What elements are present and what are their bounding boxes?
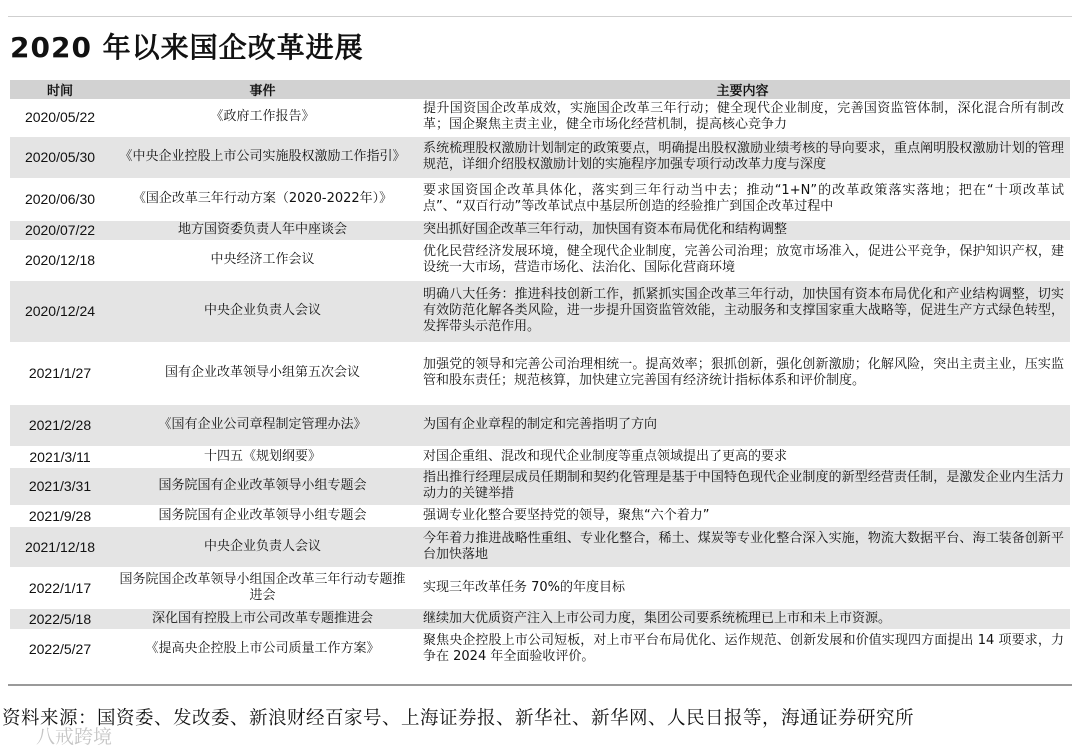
row-date: 2020/12/18 bbox=[10, 240, 110, 280]
row-content: 实现三年改革任务 70%的年度目标 bbox=[415, 567, 1070, 608]
table-row bbox=[10, 608, 1070, 629]
row-event: 国务院国有企业改革领导小组专题会 bbox=[110, 467, 415, 505]
row-event: 《国有企业公司章程制定管理办法》 bbox=[110, 404, 415, 446]
row-event: 《提高央企控股上市公司质量工作方案》 bbox=[110, 629, 415, 668]
row-content: 强调专业化整合要坚持党的领导，聚焦“六个着力” bbox=[415, 505, 1070, 526]
table-row bbox=[10, 280, 1070, 342]
row-event: 《中央企业控股上市公司实施股权激励工作指引》 bbox=[110, 136, 415, 178]
row-date: 2020/05/30 bbox=[10, 136, 110, 178]
table-row bbox=[10, 404, 1070, 446]
row-content: 为国有企业章程的制定和完善指明了方向 bbox=[415, 404, 1070, 446]
row-date: 2021/12/18 bbox=[10, 526, 110, 567]
row-event: 地方国资委负责人年中座谈会 bbox=[110, 220, 415, 240]
row-date: 2021/1/27 bbox=[10, 342, 110, 404]
row-event: 中央企业负责人会议 bbox=[110, 526, 415, 567]
row-content: 继续加大优质资产注入上市公司力度，集团公司要系统梳理已上市和未上市资源。 bbox=[415, 608, 1070, 629]
row-content: 要求国资国企改革具体化，落实到三年行动当中去；推动“1+N”的改革政策落实落地；把在“十项改革试点”、“双百行动”等改革试点中基层所创造的经验推广到国企改革过程中 bbox=[415, 178, 1070, 220]
row-content: 今年着力推进战略性重组、专业化整合，稀土、煤炭等专业化整合深入实施，物流大数据平台、海工装备创新平台加快落地 bbox=[415, 526, 1070, 567]
table-header-row bbox=[10, 80, 1070, 99]
row-content: 突出抓好国企改革三年行动，加快国有资本布局优化和结构调整 bbox=[415, 220, 1070, 240]
table-row bbox=[10, 505, 1070, 526]
table-row bbox=[10, 629, 1070, 668]
bottom-divider bbox=[8, 684, 1072, 686]
row-date: 2020/05/22 bbox=[10, 99, 110, 136]
table-row bbox=[10, 446, 1070, 467]
row-date: 2020/12/24 bbox=[10, 280, 110, 342]
row-date: 2021/3/11 bbox=[10, 446, 110, 467]
row-date: 2020/06/30 bbox=[10, 178, 110, 220]
row-content: 对国企重组、混改和现代企业制度等重点领域提出了更高的要求 bbox=[415, 446, 1070, 467]
watermark: 八戒跨境 bbox=[36, 726, 113, 748]
table-row bbox=[10, 342, 1070, 404]
row-date: 2022/5/18 bbox=[10, 608, 110, 629]
row-event: 中央企业负责人会议 bbox=[110, 280, 415, 342]
row-event: 国务院国有企业改革领导小组专题会 bbox=[110, 505, 415, 526]
row-content: 系统梳理股权激励计划制定的政策要点，明确提出股权激励业绩考核的导向要求，重点阐明股权激励计划的管理规范，详细介绍股权激励计划的实施程序加强专项行动改革力度与深度 bbox=[415, 136, 1070, 178]
row-content: 聚焦央企控股上市公司短板，对上市平台布局优化、运作规范、创新发展和价值实现四方面提出 14 项要求，力争在 2024 年全面验收评价。 bbox=[415, 629, 1070, 668]
row-event: 《国企改革三年行动方案（2020-2022年）》 bbox=[110, 178, 415, 220]
row-content: 加强党的领导和完善公司治理相统一。提高效率；狠抓创新，强化创新激励；化解风险，突出主责主业，压实监管和股东责任；规范核算，加快建立完善国有经济统计指标体系和评价制度。 bbox=[415, 342, 1070, 404]
row-date: 2022/1/17 bbox=[10, 567, 110, 608]
row-event: 国务院国企改革领导小组国企改革三年行动专题推进会 bbox=[110, 567, 415, 608]
source-note: 资料来源：国资委、发改委、新浪财经百家号、上海证券报、新华社、新华网、人民日报等，海通证券研究所 bbox=[2, 708, 915, 729]
row-event: 中央经济工作会议 bbox=[110, 240, 415, 280]
row-event: 国有企业改革领导小组第五次会议 bbox=[110, 342, 415, 404]
table-row bbox=[10, 240, 1070, 280]
table-row bbox=[10, 99, 1070, 136]
row-date: 2021/3/31 bbox=[10, 467, 110, 505]
row-content: 优化民营经济发展环境，健全现代企业制度，完善公司治理；放宽市场准入，促进公平竞争，保护知识产权，建设统一大市场，营造市场化、法治化、国际化营商环境 bbox=[415, 240, 1070, 280]
row-event: 十四五《规划纲要》 bbox=[110, 446, 415, 467]
table-row bbox=[10, 178, 1070, 220]
row-date: 2020/07/22 bbox=[10, 220, 110, 240]
row-event: 深化国有控股上市公司改革专题推进会 bbox=[110, 608, 415, 629]
row-date: 2022/5/27 bbox=[10, 629, 110, 668]
table-row bbox=[10, 220, 1070, 240]
header-event: 事件 bbox=[110, 80, 415, 99]
header-content: 主要内容 bbox=[415, 80, 1070, 99]
reform-progress-table bbox=[10, 80, 1070, 669]
table-row bbox=[10, 567, 1070, 608]
row-date: 2021/2/28 bbox=[10, 404, 110, 446]
row-content: 提升国资国企改革成效，实施国企改革三年行动；健全现代企业制度，完善国资监管体制，深化混合所有制改革；国企聚焦主责主业，健全市场化经营机制，提高核心竞争力 bbox=[415, 99, 1070, 136]
row-content: 明确八大任务：推进科技创新工作，抓紧抓实国企改革三年行动，加快国有资本布局优化和产业结构调整，切实有效防范化解各类风险，进一步提升国资监管效能，主动服务和支撑国家重大战略等，促进生产方式绿色转型，发挥带头示范作用。 bbox=[415, 280, 1070, 342]
table-row bbox=[10, 526, 1070, 567]
row-content: 指出推行经理层成员任期制和契约化管理是基于中国特色现代企业制度的新型经营责任制，是激发企业内生活力动力的关键举措 bbox=[415, 467, 1070, 505]
row-date: 2021/9/28 bbox=[10, 505, 110, 526]
page-title: 2020 年以来国企改革进展 bbox=[10, 31, 364, 64]
top-divider bbox=[8, 16, 1072, 17]
table-row bbox=[10, 467, 1070, 505]
row-event: 《政府工作报告》 bbox=[110, 99, 415, 136]
header-date: 时间 bbox=[10, 80, 110, 99]
table-row bbox=[10, 136, 1070, 178]
